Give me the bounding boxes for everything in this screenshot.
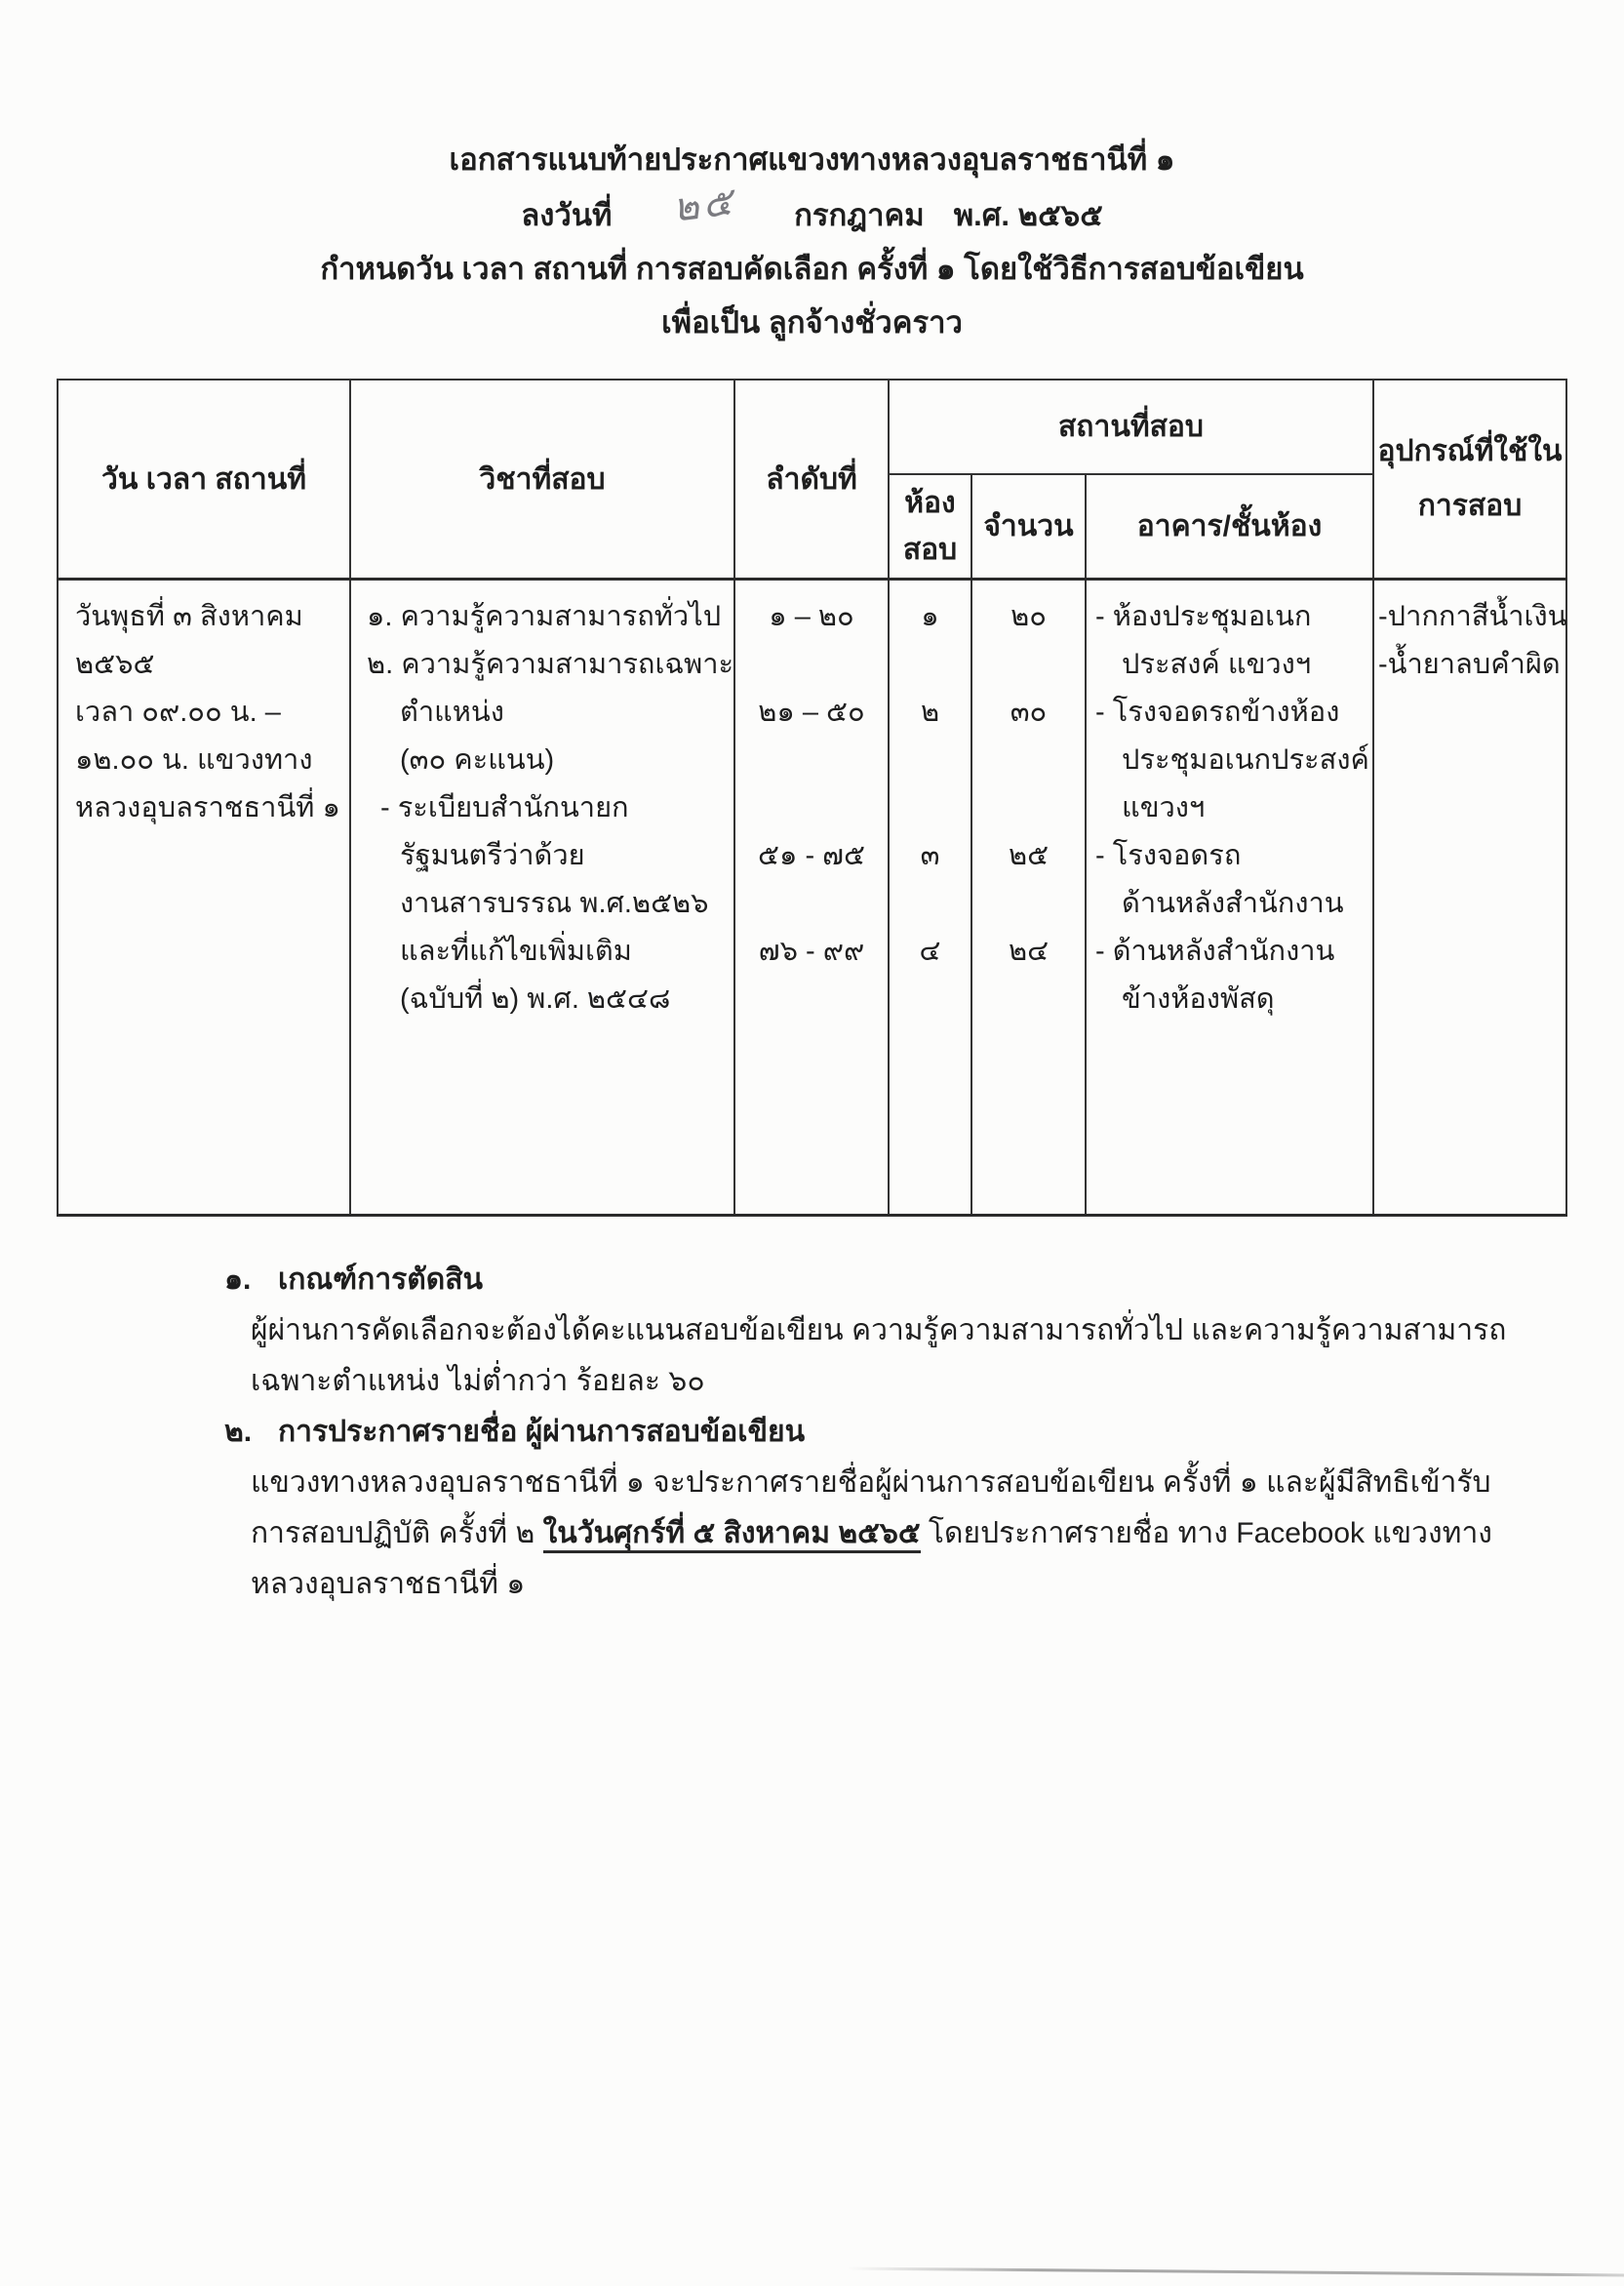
col-header-subject: วิชาที่สอบ: [350, 380, 734, 580]
underlined-exam-date: ในวันศุกร์ที่ ๕ สิงหาคม ๒๕๖๕: [543, 1517, 921, 1553]
table-line: ๒๐: [1010, 601, 1047, 632]
table-line: ๗๖ - ๙๙: [758, 936, 865, 967]
table-line: ๓๐: [1010, 697, 1048, 728]
table-line: [735, 880, 888, 928]
table-line: (๓๐ คะแนน): [400, 744, 555, 776]
table-line: ๒: [920, 697, 940, 728]
title-line-2: [0, 180, 1624, 242]
document-title-block: [0, 133, 1624, 349]
col-header-exam-place-group: สถานที่สอบ: [889, 380, 1373, 474]
cell-exam-rooms: [889, 580, 971, 1216]
section-2-number: ๒.: [224, 1416, 253, 1448]
section-2-body-line: [224, 1508, 1492, 1559]
cell-order-ranges: [734, 580, 889, 1216]
table-line: ประชุมอเนกประสงค์: [1122, 744, 1369, 776]
table-line: [890, 737, 970, 784]
section-2-body-line: หลวงอุบลราชธานีที่ ๑: [251, 1568, 526, 1600]
table-line: - ห้องประชุมอเนก: [1095, 601, 1312, 632]
table-line: - โรงจอดรถข้างห้อง: [1095, 697, 1340, 728]
table-line: ตำแหน่ง: [400, 697, 504, 728]
table-line: [972, 784, 1085, 832]
table-line: [735, 737, 888, 784]
table-line: แขวงฯ: [1122, 792, 1206, 823]
exam-room-header-line1: ห้อง: [904, 486, 956, 519]
table-line: เวลา ๐๙.๐๐ น. –: [75, 697, 281, 728]
col-header-order-no: ลำดับที่: [734, 380, 889, 580]
table-line: ประสงค์ แขวงฯ: [1122, 649, 1312, 680]
table-line: -ปากกาสีน้ำเงิน: [1378, 601, 1567, 632]
table-line: - โรงจอดรถ: [1095, 840, 1242, 871]
section-2-body-line: แขวงทางหลวงอุบลราชธานีที่ ๑ จะประกาศรายชื่อผู้ผ่านการสอบข้อเขียน ครั้งที่ ๑ และผู้มีสิทธิเข้ารับ: [251, 1466, 1491, 1499]
table-line: ๒๕๖๕: [75, 649, 155, 680]
table-line: [735, 784, 888, 832]
table-line: [890, 784, 970, 832]
table-line: ๒. ความรู้ความสามารถเฉพาะ: [367, 649, 734, 680]
table-line: ๔: [919, 936, 941, 967]
table-line: [972, 641, 1085, 689]
table-line: ๑ – ๒๐: [769, 601, 854, 632]
table-line: ๑. ความรู้ความสามารถทั่วไป: [367, 601, 722, 632]
table-line: หลวงอุบลราชธานีที่ ๑: [75, 792, 340, 823]
criteria-sections: [224, 1255, 1507, 1610]
date-month: กรกฎาคม: [794, 198, 925, 232]
table-line: ๑๒.๐๐ น. แขวงทาง: [75, 744, 313, 776]
title-line-1: เอกสารแนบท้ายประกาศแขวงทางหลวงอุบลราชธานีที่ ๑: [449, 142, 1175, 177]
cell-day-time-place: [58, 580, 350, 1216]
table-line: ๑: [921, 601, 939, 632]
table-line: รัฐมนตรีว่าด้วย: [400, 840, 585, 871]
table-line: ๒๑ – ๕๐: [758, 697, 865, 728]
section-1-heading-row: [224, 1255, 1483, 1305]
table-line: [972, 880, 1085, 928]
section-2-heading: การประกาศรายชื่อ ผู้ผ่านการสอบข้อเขียน: [278, 1416, 806, 1448]
col-header-exam-room: [889, 474, 971, 580]
cell-equipment: [1373, 580, 1566, 1216]
section-1-heading: เกณฑ์การตัดสิน: [278, 1263, 484, 1296]
table-line: [972, 737, 1085, 784]
section-1-body-line: เฉพาะตำแหน่ง ไม่ต่ำกว่า ร้อยละ ๖๐: [251, 1365, 705, 1397]
table-line: -น้ำยาลบคำผิด: [1378, 649, 1561, 680]
table-line: (ฉบับที่ ๒) พ.ศ. ๒๕๔๘: [400, 983, 671, 1015]
table-line: ๓: [920, 840, 940, 871]
handwritten-day: ๒๕: [670, 180, 739, 230]
table-line: - ระเบียบสำนักนายก: [380, 792, 629, 823]
table-line: [890, 641, 970, 689]
section-1-body-line: ผู้ผ่านการคัดเลือกจะต้องได้คะแนนสอบข้อเขียน ความรู้ความสามารถทั่วไป และความรู้ความสามารถ: [251, 1314, 1507, 1346]
col-header-count: จำนวน: [971, 474, 1086, 580]
table-line: [735, 641, 888, 689]
table-line: [890, 880, 970, 928]
col-header-building: อาคาร/ชั้นห้อง: [1086, 474, 1373, 580]
date-era-year: พ.ศ. ๒๕๖๕: [953, 198, 1103, 232]
col-header-equipment: [1373, 380, 1566, 580]
table-line: - ด้านหลังสำนักงาน: [1095, 936, 1335, 967]
title-line-3: กำหนดวัน เวลา สถานที่ การสอบคัดเลือก ครั้งที่ ๑ โดยใช้วิธีการสอบข้อเขียน: [320, 252, 1304, 286]
scan-artifact-line: [847, 2267, 1624, 2277]
table-line: ด้านหลังสำนักงาน: [1122, 888, 1344, 919]
table-line: ๒๕: [1008, 840, 1050, 871]
col-header-day-time-place: วัน เวลา สถานที่: [58, 380, 350, 580]
date-prefix: ลงวันที่: [521, 198, 613, 232]
cell-buildings: [1086, 580, 1373, 1216]
section-1-number: ๑.: [224, 1263, 252, 1296]
table-line: ข้างห้องพัสดุ: [1122, 983, 1275, 1015]
section-2-heading-row: [224, 1407, 1483, 1458]
cell-subjects: [350, 580, 734, 1216]
exam-schedule-table: [57, 379, 1567, 1217]
body-text: โดยประกาศรายชื่อ ทาง Facebook แขวงทาง: [920, 1517, 1492, 1549]
title-line-4: เพื่อเป็น ลูกจ้างชั่วคราว: [661, 305, 963, 340]
table-line: วันพุธที่ ๓ สิงหาคม: [75, 601, 303, 632]
table-line: ๒๔: [1008, 936, 1050, 967]
equipment-header-line2: การสอบ: [1417, 490, 1523, 522]
equipment-header-line1: อุปกรณ์ที่ใช้ใน: [1377, 435, 1563, 467]
exam-room-header-line2: สอบ: [902, 533, 958, 566]
cell-counts: [971, 580, 1086, 1216]
table-line: ๕๑ - ๗๕: [758, 840, 865, 871]
table-line: และที่แก้ไขเพิ่มเติม: [400, 936, 632, 967]
body-text: การสอบปฏิบัติ ครั้งที่ ๒: [251, 1517, 543, 1549]
table-line: งานสารบรรณ พ.ศ.๒๕๒๖: [400, 888, 709, 919]
